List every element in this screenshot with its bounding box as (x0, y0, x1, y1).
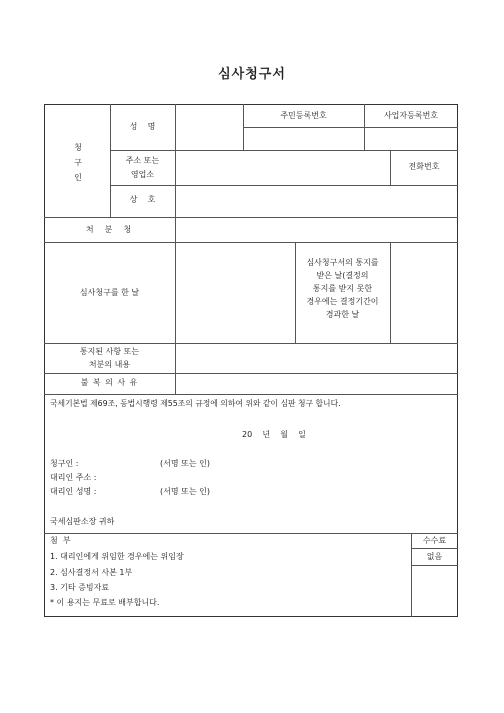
addressee: 국세심판소장 귀하 (50, 517, 115, 526)
row-divider (44, 343, 458, 344)
attachments-header: 첨 부 (50, 536, 71, 545)
agent-sign-hint: (서명 또는 인) (160, 487, 210, 496)
trade-name-label: 상 호 (129, 195, 156, 204)
column-divider (390, 242, 391, 343)
claim-date-label: 심사청구를 한 날 (79, 288, 140, 297)
date-line: 20 년 월 일 (242, 430, 306, 439)
row-divider (411, 565, 458, 566)
phone-label: 전화번호 (408, 162, 440, 171)
declaration-statement: 국세기본법 제69조, 동법시행령 제55조의 규정에 의하여 위와 같이 심판 청구 합니다. (50, 399, 341, 408)
row-divider (44, 533, 458, 534)
grounds-label: 불 복 의 사 유 (80, 378, 139, 387)
notice-date-label: 심사청구서의 통지를 받은 날(결정의 통지를 받지 못한 경우에는 결정기간이 경과한 날 (306, 258, 379, 319)
claimant-sign-hint: (서명 또는 인) (160, 459, 210, 468)
business-number-label: 사업자등록번호 (383, 111, 439, 120)
name-label: 성 명 (129, 122, 156, 131)
claimant-label-char: 청 (74, 143, 82, 152)
claimant-label-char: 구 (74, 158, 82, 167)
row-divider (243, 127, 458, 128)
row-divider (110, 150, 458, 151)
attachment-item: 2. 심사결정서 사본 1부 (50, 568, 133, 577)
fee-label: 수수료 (422, 536, 447, 545)
disposition-office-label: 처 분 청 (85, 225, 134, 234)
fee-value: 없음 (426, 552, 443, 561)
notified-matter-label: 통지된 사항 또는 처분의 내용 (79, 347, 140, 369)
form-title: 심사청구서 (218, 67, 286, 82)
row-divider (44, 373, 458, 374)
column-divider (175, 104, 176, 394)
agent-name-label: 대리인 성명 : (50, 487, 97, 496)
free-distribution-note: * 이 용지는 무료로 배부합니다. (50, 598, 160, 607)
agent-address-label: 대리인 주소 : (50, 473, 97, 482)
row-divider (44, 242, 458, 243)
address-label: 주소 또는 영업소 (125, 156, 160, 179)
row-divider (411, 548, 458, 549)
row-divider (44, 217, 458, 218)
claimant-section-label (64, 140, 92, 185)
claimant-label-char: 인 (74, 173, 82, 182)
attachment-item: 1. 대리인에게 위임한 경우에는 위임장 (50, 552, 184, 561)
attachment-item: 3. 기타 증빙자료 (50, 583, 110, 592)
claimant-sign-label: 청구인 : (50, 459, 79, 468)
row-divider (44, 394, 458, 395)
row-divider (110, 185, 458, 186)
resident-number-label: 주민등록번호 (280, 111, 327, 120)
